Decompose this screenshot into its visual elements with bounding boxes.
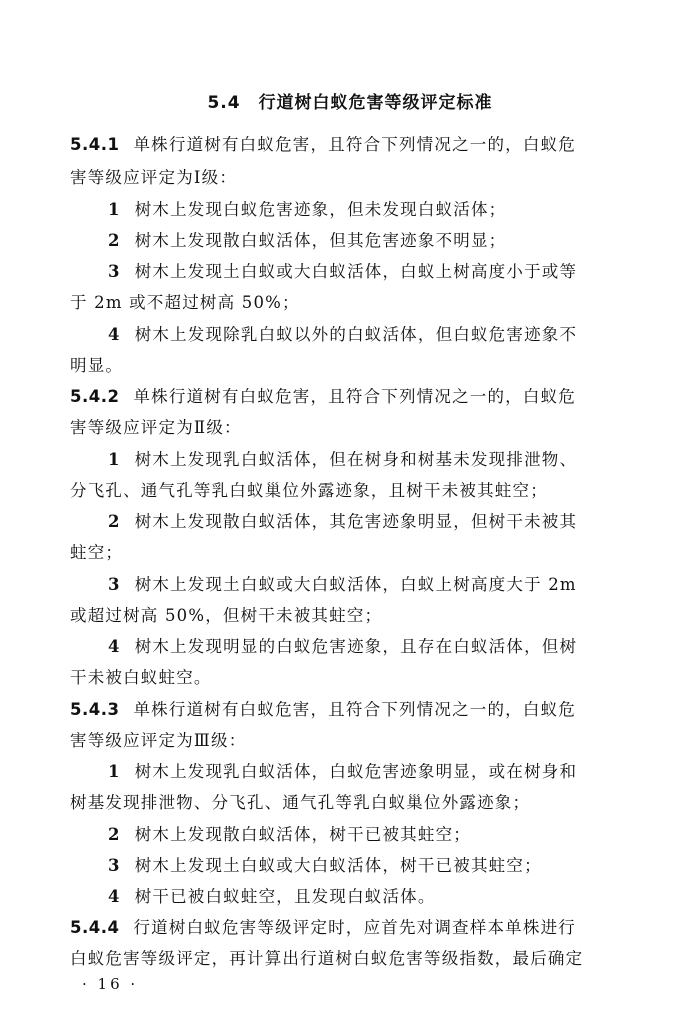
- item-number: 1: [108, 450, 121, 469]
- item-text: 树木上发现土白蚁或大白蚁活体，白蚁上树高度小于或等: [134, 262, 578, 281]
- clause-number: 5.4.4: [70, 918, 120, 937]
- item-number: 4: [108, 637, 121, 656]
- item-number: 4: [108, 325, 121, 344]
- clause-number: 5.4.1: [70, 135, 120, 154]
- section-title-text: 行道树白蚁危害等级评定标准: [258, 93, 493, 113]
- item-number: 1: [108, 762, 121, 781]
- clause-5-4-2-item-1-cont: 分飞孔、通气孔等乳白蚁巢位外露迹象，且树干未被其蛀空；: [70, 481, 548, 500]
- item-number: 2: [108, 231, 121, 250]
- clause-text: 单株行道树有白蚁危害，且符合下列情况之一的，白蚁危: [133, 387, 576, 406]
- clause-5-4-3-line-1: [70, 698, 576, 722]
- item-text: 树木上发现除乳白蚁以外的白蚁活体，但白蚁危害迹象不: [134, 325, 578, 344]
- clause-5-4-2-item-3-cont: 或超过树高 50%，但树干未被其蛀空；: [70, 606, 383, 625]
- item-text: 树木上发现明显的白蚁危害迹象，且存在白蚁活体，但树: [134, 637, 578, 656]
- item-number: 3: [108, 575, 121, 594]
- clause-text: 单株行道树有白蚁危害，且符合下列情况之一的，白蚁危: [133, 700, 576, 719]
- item-text: 树木上发现散白蚁活体，树干已被其蛀空；: [134, 825, 471, 844]
- clause-5-4-3-line-2: 害等级应评定为Ⅲ级：: [70, 731, 247, 750]
- item-number: 2: [108, 512, 121, 531]
- clause-5-4-3-item-2: [108, 823, 471, 847]
- clause-5-4-1-line-2: 害等级应评定为Ⅰ级：: [70, 168, 238, 187]
- clause-number: 5.4.2: [70, 387, 120, 406]
- clause-5-4-1-line-1: [70, 133, 576, 157]
- item-number: 1: [108, 200, 121, 219]
- clause-5-4-2-item-4: [108, 635, 577, 659]
- item-number: 4: [108, 887, 121, 906]
- clause-5-4-2-line-2: 害等级应评定为Ⅱ级：: [70, 418, 242, 437]
- clause-number: 5.4.3: [70, 700, 120, 719]
- page-number: · 16 ·: [82, 975, 139, 993]
- item-text: 树木上发现乳白蚁活体，白蚁危害迹象明显，或在树身和: [134, 762, 578, 781]
- clause-5-4-3-item-1-cont: 树基发现排泄物、分飞孔、通气孔等乳白蚁巢位外露迹象；: [70, 793, 531, 812]
- section-title: [0, 88, 700, 113]
- item-text: 树干已被白蚁蛀空，且发现白蚁活体。: [134, 887, 436, 906]
- clause-5-4-1-item-2: [108, 229, 506, 253]
- clause-5-4-3-item-3: [108, 854, 542, 878]
- clause-5-4-2-item-2-cont: 蛀空；: [70, 543, 124, 562]
- clause-5-4-2-item-3: [108, 573, 577, 597]
- clause-5-4-3-item-1: [108, 760, 577, 784]
- item-text: 树木上发现乳白蚁活体，但在树身和树基未发现排泄物、: [134, 450, 578, 469]
- clause-5-4-4-line-1: [70, 916, 576, 940]
- clause-5-4-2-item-2: [108, 510, 577, 534]
- item-text: 树木上发现土白蚁或大白蚁活体，白蚁上树高度大于 2m: [134, 575, 577, 594]
- clause-5-4-1-item-3: [108, 260, 577, 284]
- clause-5-4-1-item-4: [108, 323, 577, 347]
- item-text: 树木上发现散白蚁活体，其危害迹象明显，但树干未被其: [134, 512, 578, 531]
- clause-5-4-2-line-1: [70, 385, 576, 409]
- item-number: 3: [108, 856, 121, 875]
- item-text: 树木上发现土白蚁或大白蚁活体，树干已被其蛀空；: [134, 856, 542, 875]
- section-number: 5.4: [207, 93, 241, 113]
- item-text: 树木上发现散白蚁活体，但其危害迹象不明显；: [134, 231, 507, 250]
- clause-text: 行道树白蚁危害等级评定时，应首先对调查样本单株进行: [133, 918, 576, 937]
- clause-5-4-1-item-4-cont: 明显。: [70, 356, 124, 375]
- clause-5-4-4-line-2: 白蚁危害等级评定，再计算出行道树白蚁危害等级指数，最后确定: [70, 949, 584, 968]
- clause-5-4-1-item-1: [108, 198, 506, 222]
- item-number: 2: [108, 825, 121, 844]
- clause-5-4-2-item-1: [108, 448, 577, 472]
- clause-text: 单株行道树有白蚁危害，且符合下列情况之一的，白蚁危: [133, 135, 576, 154]
- clause-5-4-1-item-3-cont: 于 2m 或不超过树高 50%；: [70, 293, 300, 312]
- clause-5-4-3-item-4: [108, 885, 436, 909]
- item-number: 3: [108, 262, 121, 281]
- clause-5-4-2-item-4-cont: 干未被白蚁蛀空。: [70, 668, 212, 687]
- item-text: 树木上发现白蚁危害迹象，但未发现白蚁活体；: [134, 200, 507, 219]
